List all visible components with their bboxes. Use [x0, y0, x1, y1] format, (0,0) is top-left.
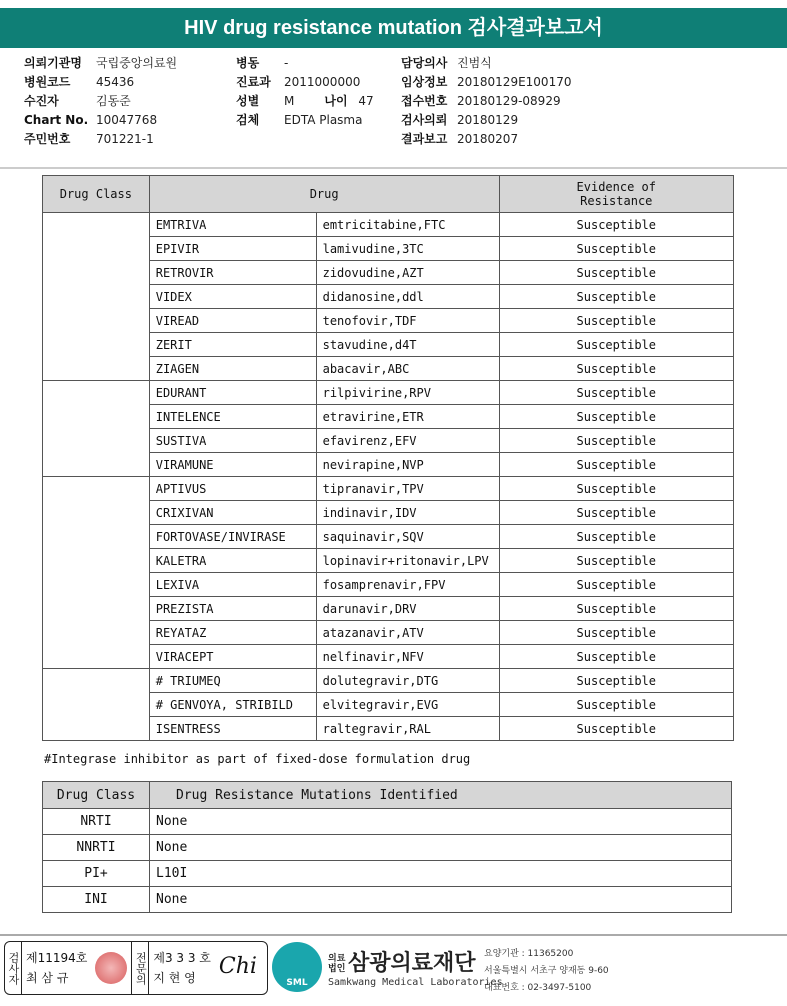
brand-name: VIRACEPT	[149, 645, 316, 669]
generic-name: zidovudine,AZT	[316, 261, 499, 285]
report-title: HIV drug resistance mutation 검사결과보고서	[0, 8, 787, 48]
info-value: 45436	[96, 75, 135, 89]
generic-name: rilpivirine,RPV	[316, 381, 499, 405]
footnote: #Integrase inhibitor as part of fixed-dose formulation drug	[44, 752, 471, 766]
generic-name: saquinavir,SQV	[316, 525, 499, 549]
info-label: 담당의사	[401, 56, 448, 70]
brand-name: KALETRA	[149, 549, 316, 573]
drug-class: PI+	[43, 861, 150, 887]
resistance-evidence: Susceptible	[499, 549, 733, 573]
generic-name: lopinavir+ritonavir,LPV	[316, 549, 499, 573]
org-code: 요양기관 : 11365200	[484, 949, 574, 959]
brand-name: VIREAD	[149, 309, 316, 333]
drug-class: NRTI	[43, 809, 150, 835]
info-row	[401, 73, 571, 92]
examiner-label: 검사자	[5, 942, 22, 994]
info-row	[24, 130, 177, 149]
sml-logo-icon: SML	[272, 942, 322, 992]
info-label: 검사의뢰	[401, 113, 448, 127]
info-value: 10047768	[96, 113, 158, 127]
generic-name: etravirine,ETR	[316, 405, 499, 429]
brand-name: PREZISTA	[149, 597, 316, 621]
info-label: 접수번호	[401, 94, 448, 108]
resistance-evidence: Susceptible	[499, 693, 733, 717]
info-row	[24, 92, 177, 111]
brand-name: EPIVIR	[149, 237, 316, 261]
brand-name: ZERIT	[149, 333, 316, 357]
info-value: M	[284, 94, 295, 108]
generic-name: dolutegravir,DTG	[316, 669, 499, 693]
brand-name: INTELENCE	[149, 405, 316, 429]
info-value: 20180129E100170	[457, 75, 572, 89]
specialist-name: 지 현 영	[153, 971, 196, 985]
info-value: 20180207	[457, 132, 519, 146]
resistance-evidence: Susceptible	[499, 645, 733, 669]
resistance-evidence: Susceptible	[499, 357, 733, 381]
info-label: 임상정보	[401, 75, 448, 89]
info-label: 병원코드	[24, 75, 71, 89]
resistance-evidence: Susceptible	[499, 381, 733, 405]
table-row	[43, 213, 734, 237]
info-row	[236, 92, 374, 111]
info-value: 진범식	[457, 56, 492, 70]
info-value: 701221-1	[96, 132, 154, 146]
generic-name: fosamprenavir,FPV	[316, 573, 499, 597]
generic-name: didanosine,ddl	[316, 285, 499, 309]
header-drug-class: Drug Class	[43, 176, 150, 213]
brand-name: VIRAMUNE	[149, 453, 316, 477]
org-phone: 대표번호 : 02-3497-5100	[484, 983, 592, 993]
resistance-evidence: Susceptible	[499, 573, 733, 597]
table-row	[43, 887, 732, 913]
generic-name: raltegravir,RAL	[316, 717, 499, 741]
brand-name: EDURANT	[149, 381, 316, 405]
drug-class-cell	[43, 477, 150, 669]
info-row	[401, 54, 571, 73]
info-value: EDTA Plasma	[284, 113, 363, 127]
generic-name: lamivudine,3TC	[316, 237, 499, 261]
info-value: 김동준	[96, 94, 131, 108]
brand-name: ZIAGEN	[149, 357, 316, 381]
examiner-no: 제11194호	[26, 951, 88, 965]
generic-name: tipranavir,TPV	[316, 477, 499, 501]
mutations: None	[150, 835, 732, 861]
generic-name: nevirapine,NVP	[316, 453, 499, 477]
age-label: 나이	[324, 94, 348, 108]
signature: Chi	[218, 954, 257, 979]
brand-name: FORTOVASE/INVIRASE	[149, 525, 316, 549]
org-prefix: 의료법인	[328, 954, 346, 974]
info-label: 검체	[236, 113, 260, 127]
brand-name: # GENVOYA, STRIBILD	[149, 693, 316, 717]
org-name: 삼광의료재단	[348, 951, 476, 976]
info-row	[24, 54, 177, 73]
resistance-evidence: Susceptible	[499, 525, 733, 549]
header-mutations: Drug Resistance Mutations Identified	[150, 782, 732, 809]
table-row	[43, 381, 734, 405]
resistance-evidence: Susceptible	[499, 405, 733, 429]
brand-name: RETROVIR	[149, 261, 316, 285]
brand-name: LEXIVA	[149, 573, 316, 597]
brand-name: SUSTIVA	[149, 429, 316, 453]
table-row	[43, 809, 732, 835]
info-col-1	[24, 54, 177, 149]
brand-name: APTIVUS	[149, 477, 316, 501]
info-row	[401, 130, 571, 149]
mutations: L10I	[150, 861, 732, 887]
info-label: 성별	[236, 94, 260, 108]
info-value: -	[284, 56, 289, 70]
seal-stamp	[95, 952, 127, 984]
brand-name: CRIXIVAN	[149, 501, 316, 525]
resistance-evidence: Susceptible	[499, 429, 733, 453]
brand-name: REYATAZ	[149, 621, 316, 645]
header-evidence-label: Evidence of Resistance	[576, 180, 657, 208]
resistance-evidence: Susceptible	[499, 309, 733, 333]
generic-name: emtricitabine,FTC	[316, 213, 499, 237]
generic-name: tenofovir,TDF	[316, 309, 499, 333]
info-label: 주민번호	[24, 132, 71, 146]
drug-class: INI	[43, 887, 150, 913]
mutations: None	[150, 887, 732, 913]
resistance-evidence: Susceptible	[499, 213, 733, 237]
org-logo	[272, 942, 503, 992]
drug-class-cell	[43, 213, 150, 381]
resistance-evidence: Susceptible	[499, 333, 733, 357]
generic-name: stavudine,d4T	[316, 333, 499, 357]
table-row	[43, 835, 732, 861]
info-row	[401, 111, 571, 130]
info-label: 진료과	[236, 75, 271, 89]
mutations-table	[42, 781, 732, 913]
org-english-name: Samkwang Medical Laboratories	[328, 977, 503, 988]
info-label: 수진자	[24, 94, 59, 108]
info-col-2	[236, 54, 374, 130]
brand-name: EMTRIVA	[149, 213, 316, 237]
resistance-evidence: Susceptible	[499, 261, 733, 285]
drug-class-cell	[43, 669, 150, 741]
drug-resistance-table	[42, 175, 734, 741]
resistance-evidence: Susceptible	[499, 453, 733, 477]
brand-name: # TRIUMEQ	[149, 669, 316, 693]
info-label: 의뢰기관명	[24, 56, 82, 70]
brand-name: VIDEX	[149, 285, 316, 309]
table-row	[43, 477, 734, 501]
info-label: 병동	[236, 56, 260, 70]
table-row	[43, 861, 732, 887]
info-row	[236, 111, 374, 130]
info-row	[401, 92, 571, 111]
resistance-evidence: Susceptible	[499, 477, 733, 501]
header-drug: Drug	[149, 176, 499, 213]
examiner-name: 최 삼 규	[26, 971, 69, 985]
generic-name: darunavir,DRV	[316, 597, 499, 621]
generic-name: atazanavir,ATV	[316, 621, 499, 645]
info-value: 2011000000	[284, 75, 361, 89]
mutations: None	[150, 809, 732, 835]
resistance-evidence: Susceptible	[499, 501, 733, 525]
generic-name: elvitegravir,EVG	[316, 693, 499, 717]
info-row	[24, 111, 177, 130]
header-evidence	[499, 176, 733, 213]
info-label: Chart No.	[24, 113, 89, 127]
age-value: 47	[358, 94, 374, 108]
info-label: 결과보고	[401, 132, 448, 146]
resistance-evidence: Susceptible	[499, 285, 733, 309]
generic-name: abacavir,ABC	[316, 357, 499, 381]
table-row	[43, 669, 734, 693]
header-drug-class: Drug Class	[43, 782, 150, 809]
generic-name: nelfinavir,NFV	[316, 645, 499, 669]
info-value: 20180129	[457, 113, 519, 127]
resistance-evidence: Susceptible	[499, 621, 733, 645]
specialist-label: 전문의	[131, 942, 149, 994]
org-contact	[484, 946, 609, 997]
brand-name: ISENTRESS	[149, 717, 316, 741]
info-row	[236, 54, 374, 73]
info-value: 20180129-08929	[457, 94, 561, 108]
divider	[0, 167, 787, 169]
org-address: 서울특별시 서초구 양재동 9-60	[484, 966, 609, 976]
drug-class-cell	[43, 381, 150, 477]
generic-name: efavirenz,EFV	[316, 429, 499, 453]
signature-box	[4, 941, 268, 995]
resistance-evidence: Susceptible	[499, 669, 733, 693]
drug-class: NNRTI	[43, 835, 150, 861]
info-row	[236, 73, 374, 92]
info-row	[24, 73, 177, 92]
info-value: 국립중앙의료원	[96, 56, 178, 70]
generic-name: indinavir,IDV	[316, 501, 499, 525]
specialist-no: 제3 3 3 호	[153, 951, 211, 965]
info-col-3	[401, 54, 571, 149]
resistance-evidence: Susceptible	[499, 717, 733, 741]
resistance-evidence: Susceptible	[499, 597, 733, 621]
resistance-evidence: Susceptible	[499, 237, 733, 261]
footer-divider	[0, 934, 787, 936]
